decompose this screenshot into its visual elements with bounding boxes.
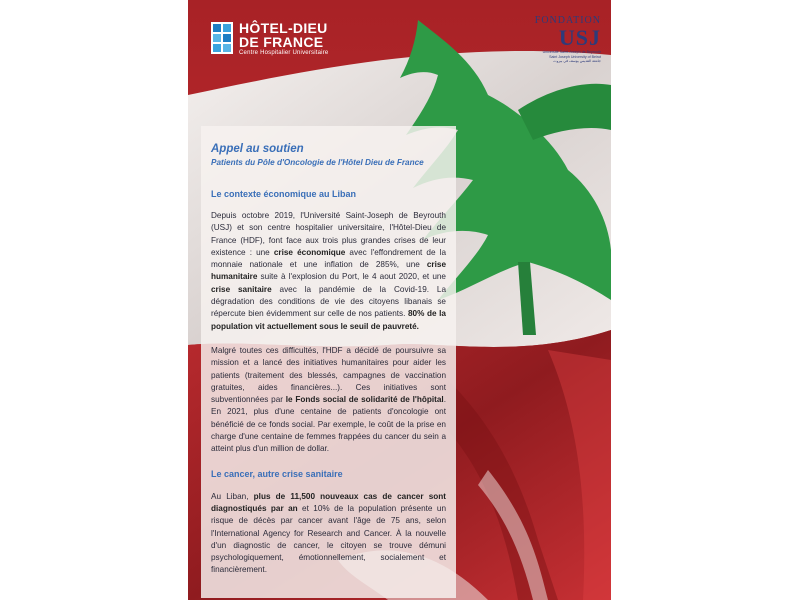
usj-letters: USJ — [558, 25, 601, 50]
usj-foundation-logo — [506, 16, 601, 66]
emphasis: plus de 11,500 nouveaux cas de cancer sont diagnostiqués par an — [211, 491, 446, 513]
section-heading-economic-context: Le contexte économique au Liban — [211, 189, 357, 199]
hdf-tagline: Centre Hospitalier Universitaire — [239, 50, 329, 56]
poster — [188, 0, 611, 600]
usj-mark-row — [506, 26, 601, 50]
usj-name-ar: جامعة القديس يوسف في بيروت — [553, 59, 601, 64]
hdf-name — [239, 21, 328, 49]
usj-fondation-label: FONDATION — [534, 15, 601, 26]
section-heading-cancer-crisis: Le cancer, autre crise sanitaire — [211, 468, 343, 479]
hdf-logo — [211, 20, 361, 60]
emphasis: crise sanitaire — [211, 284, 272, 294]
paragraph-hdf-initiatives: Malgré toutes ces difficultés, l'HDF a décidé de poursuivre sa mission et a lancé des initiatives humanitaires pour aider les patients (traitement des blessés, campagnes de vaccination gratuites, aides financières...). Ces initiatives sont subventionnées par le Fonds social de solidarité de l'hôpital. En 2021, plus d'une centaine de patients d'oncologie ont bénéficié de ce fonds social. Par exemple, le coût de la prise en charge d'une centaine de femmes frappées du cancer du sein a atteint plus d'un million de dollar. — [211, 345, 446, 454]
emphasis: crise économique — [273, 247, 346, 257]
paragraph-economic-context: Depuis octobre 2019, l'Université Saint-Joseph de Beyrouth (USJ) et son centre hospitalier universitaire, l'Hôtel-Dieu de France (HDF), font face aux trois plus grandes crises de leur existence : une crise économique avec l'effondrement de la monnaie nationale et une inflation de 285%, une crise humanitaire suite à l'explosion du Port, le 4 aout 2020, et une crise sanitaire avec la pandémie de la Covid-19. La dégradation des conditions de vie des citoyens libanais se répercute bien évidemment sur celle de nos patients. 80% de la population vit actuellement sous le seuil de pauvreté. — [211, 211, 446, 331]
hdf-name-line1: HÔTEL-DIEU — [239, 20, 328, 36]
appeal-subtitle: Patients du Pôle d'Oncologie de l'Hôtel Dieu de France — [211, 158, 424, 167]
appeal-title: Appel au soutien — [211, 143, 304, 155]
emphasis: le Fonds social de solidarité de l'hôpital — [285, 395, 444, 405]
paragraph-cancer-crisis: Au Liban, plus de 11,500 nouveaux cas de cancer sont diagnostiqués par an et 10% de la population présente un risque de décès par cancer avant l'âge de 75 ans, selon l'International Agency for Research and Cancer. À la nouvelle d'un diagnostic de cancer, le citoyen se trouve démuni psychologiquement, émotionnellement, socialement et financièrement. — [211, 491, 447, 575]
emphasis: crise humanitaire — [211, 260, 446, 282]
usj-name-fr: Université Saint-Joseph de Beyrouth — [542, 50, 601, 54]
emphasis: 80% de la population vit actuellement sous le seuil de pauvreté. — [211, 309, 446, 331]
appeal-text-panel — [201, 126, 456, 598]
hdf-emblem-icon — [211, 22, 233, 54]
usj-name-en: Saint Joseph University of Beirut — [549, 54, 601, 59]
hdf-name-line2: DE FRANCE — [239, 34, 324, 50]
